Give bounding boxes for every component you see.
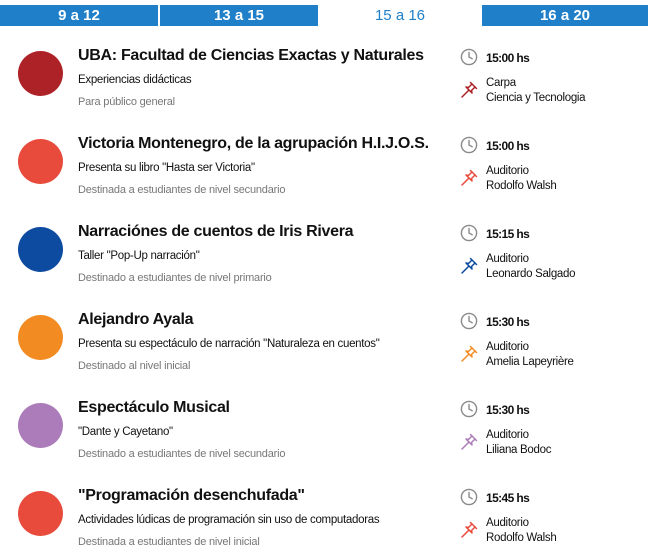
clock-icon	[460, 48, 478, 66]
event-color-dot	[18, 51, 63, 96]
schedule-tabs	[0, 0, 648, 26]
event-audience: Destinada a estudiantes de nivel secundario	[78, 184, 286, 196]
event-title: Narraciónes de cuentos de Iris Rivera	[78, 223, 354, 240]
event-item	[0, 466, 648, 554]
event-location	[486, 428, 551, 458]
event-location-line2: Leonardo Salgado	[486, 268, 576, 280]
tab-9-a-12[interactable]: 9 a 12	[0, 5, 158, 26]
event-audience: Destinado a estudiantes de nivel secundario	[78, 448, 286, 460]
event-item	[0, 378, 648, 466]
event-audience: Destinada a estudiantes de nivel inicial	[78, 536, 260, 548]
pushpin-icon	[458, 519, 480, 541]
event-location-line1: Auditorio	[486, 429, 529, 441]
event-location-line1: Auditorio	[486, 165, 529, 177]
event-time: 15:00 hs	[486, 139, 530, 153]
event-title: UBA: Facultad de Ciencias Exactas y Naturales	[78, 47, 424, 64]
event-subtitle: Experiencias didácticas	[78, 74, 192, 86]
clock-icon	[460, 488, 478, 506]
event-color-dot	[18, 315, 63, 360]
tab-13-a-15[interactable]: 13 a 15	[160, 5, 318, 26]
pushpin-icon	[458, 79, 480, 101]
event-color-dot	[18, 491, 63, 536]
event-time: 15:00 hs	[486, 51, 530, 65]
clock-icon	[460, 400, 478, 418]
pushpin-icon	[458, 255, 480, 277]
event-location-line1: Auditorio	[486, 253, 529, 265]
event-subtitle: Taller "Pop-Up narración"	[78, 250, 200, 262]
event-location	[486, 516, 556, 546]
event-title: Espectáculo Musical	[78, 399, 230, 416]
event-location-line1: Auditorio	[486, 517, 529, 529]
pushpin-icon	[458, 343, 480, 365]
clock-icon	[460, 312, 478, 330]
event-title: "Programación desenchufada"	[78, 487, 305, 504]
event-time: 15:30 hs	[486, 403, 530, 417]
tab-16-a-20[interactable]: 16 a 20	[482, 5, 648, 26]
event-time: 15:30 hs	[486, 315, 530, 329]
event-audience: Para público general	[78, 96, 175, 108]
event-subtitle: Presenta su espectáculo de narración "Naturaleza en cuentos"	[78, 338, 380, 350]
event-time: 15:15 hs	[486, 227, 530, 241]
event-item	[0, 26, 648, 114]
event-location	[486, 252, 575, 282]
event-color-dot	[18, 139, 63, 184]
event-color-dot	[18, 227, 63, 272]
event-item	[0, 290, 648, 378]
event-title: Alejandro Ayala	[78, 311, 194, 328]
event-item	[0, 114, 648, 202]
pushpin-icon	[458, 167, 480, 189]
event-color-dot	[18, 403, 63, 448]
event-item	[0, 202, 648, 290]
tab-15-a-16[interactable]: 15 a 16	[320, 5, 480, 26]
event-location	[486, 164, 556, 194]
event-location-line1: Auditorio	[486, 341, 529, 353]
event-location-line1: Carpa	[486, 77, 516, 89]
event-location-line2: Ciencia y Tecnologia	[486, 92, 586, 104]
event-subtitle: Actividades lúdicas de programación sin uso de computadoras	[78, 514, 380, 526]
event-time: 15:45 hs	[486, 491, 530, 505]
event-audience: Destinado al nivel inicial	[78, 360, 191, 372]
event-subtitle: "Dante y Cayetano"	[78, 426, 173, 438]
event-title: Victoria Montenegro, de la agrupación H.I.J.O.S.	[78, 135, 429, 152]
clock-icon	[460, 136, 478, 154]
pushpin-icon	[458, 431, 480, 453]
event-audience: Destinado a estudiantes de nivel primario	[78, 272, 272, 284]
event-subtitle: Presenta su libro "Hasta ser Victoria"	[78, 162, 255, 174]
clock-icon	[460, 224, 478, 242]
event-location-line2: Rodolfo Walsh	[486, 180, 557, 192]
event-location	[486, 76, 585, 106]
event-location-line2: Liliana Bodoc	[486, 444, 552, 456]
event-location-line2: Rodolfo Walsh	[486, 532, 557, 544]
event-location-line2: Amelia Lapeyrière	[486, 356, 574, 368]
event-location	[486, 340, 574, 370]
